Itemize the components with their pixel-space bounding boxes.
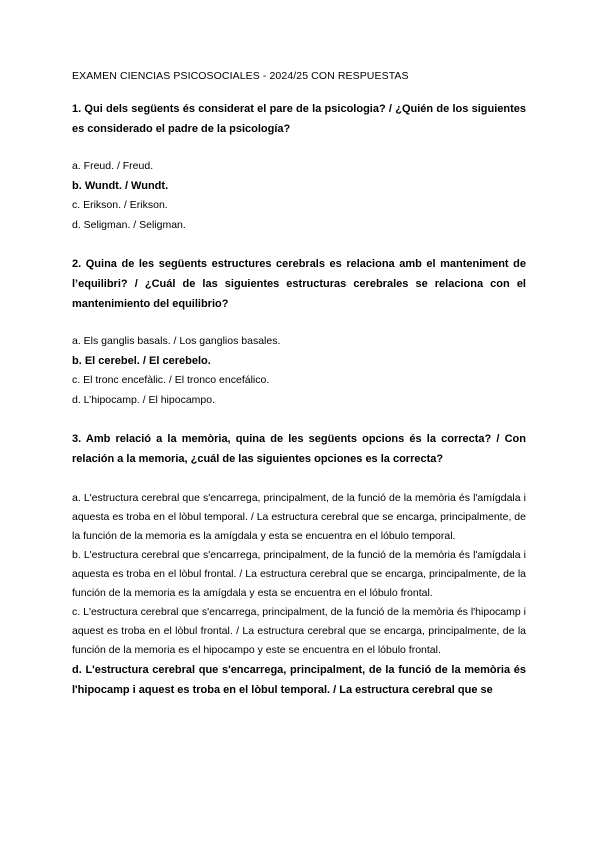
question-1-text: 1. Qui dels següents és considerat el pare de la psicologia? / ¿Quién de los siguientes es considerado el padre de la psicología? [72,103,526,135]
document-title: EXAMEN CIENCIAS PSICOSOCIALES - 2024/25 CON RESPUESTAS [72,70,409,82]
option-a: a. L'estructura cerebral que s'encarrega, principalment, de la funció de la memòria és l'amígdala i aquesta es troba en el lòbul temporal. / La estructura cerebral que se encarga, principalmente, de la función de la memoria es la amígdala y esta se encuentra en el lóbulo temporal. [72,492,526,542]
question-2-options [72,332,526,410]
question-1-options [72,157,526,235]
question-1 [72,99,526,235]
option-c: c. El tronc encefàlic. / El tronco encefálico. [72,374,270,386]
option-b-correct: b. El cerebel. / El cerebelo. [72,354,211,367]
option-b-correct: b. Wundt. / Wundt. [72,179,169,192]
option-c: c. Erikson. / Erikson. [72,199,168,211]
option-b: b. L'estructura cerebral que s'encarrega, principalment, de la funció de la memòria és l'amígdala i aquesta es troba en el lòbul frontal. / La estructura cerebral que se encarga, principalmente, de la función de la memoria es la amígdala y esta se encuentra en el lóbulo frontal. [72,549,526,599]
document-page [72,68,526,719]
question-3 [72,429,526,700]
option-a: a. Freud. / Freud. [72,160,154,172]
question-3-options [72,489,526,700]
question-3-text: 3. Amb relació a la memòria, quina de les següents opcions és la correcta? / Con relación a la memoria, ¿cuál de las siguientes opciones es la correcta? [72,433,526,465]
option-d: d. L’hipocamp. / El hipocampo. [72,393,216,406]
option-a: a. Els ganglis basals. / Los ganglios basales. [72,335,281,347]
question-2 [72,254,526,410]
option-d-correct: d. L'estructura cerebral que s'encarrega, principalment, de la funció de la memòria és l'hipocamp i aquest es troba en el lòbul temporal. / La estructura cerebral que se [72,664,526,696]
option-d: d. Seligman. / Seligman. [72,218,186,231]
option-c: c. L'estructura cerebral que s'encarrega, principalment, de la funció de la memòria és l'hipocamp i aquest es troba en el lòbul frontal. / La estructura cerebral que se encarga, principalmente, de la función de la memoria es el hipocampo y este se encuentra en el lóbulo frontal. [72,606,526,656]
question-2-text: 2. Quina de les següents estructures cerebrals es relaciona amb el manteniment de l’equilibri? / ¿Cuál de las siguientes estructuras cerebrales se relaciona con el mantenimiento del equilibrio? [72,258,526,310]
